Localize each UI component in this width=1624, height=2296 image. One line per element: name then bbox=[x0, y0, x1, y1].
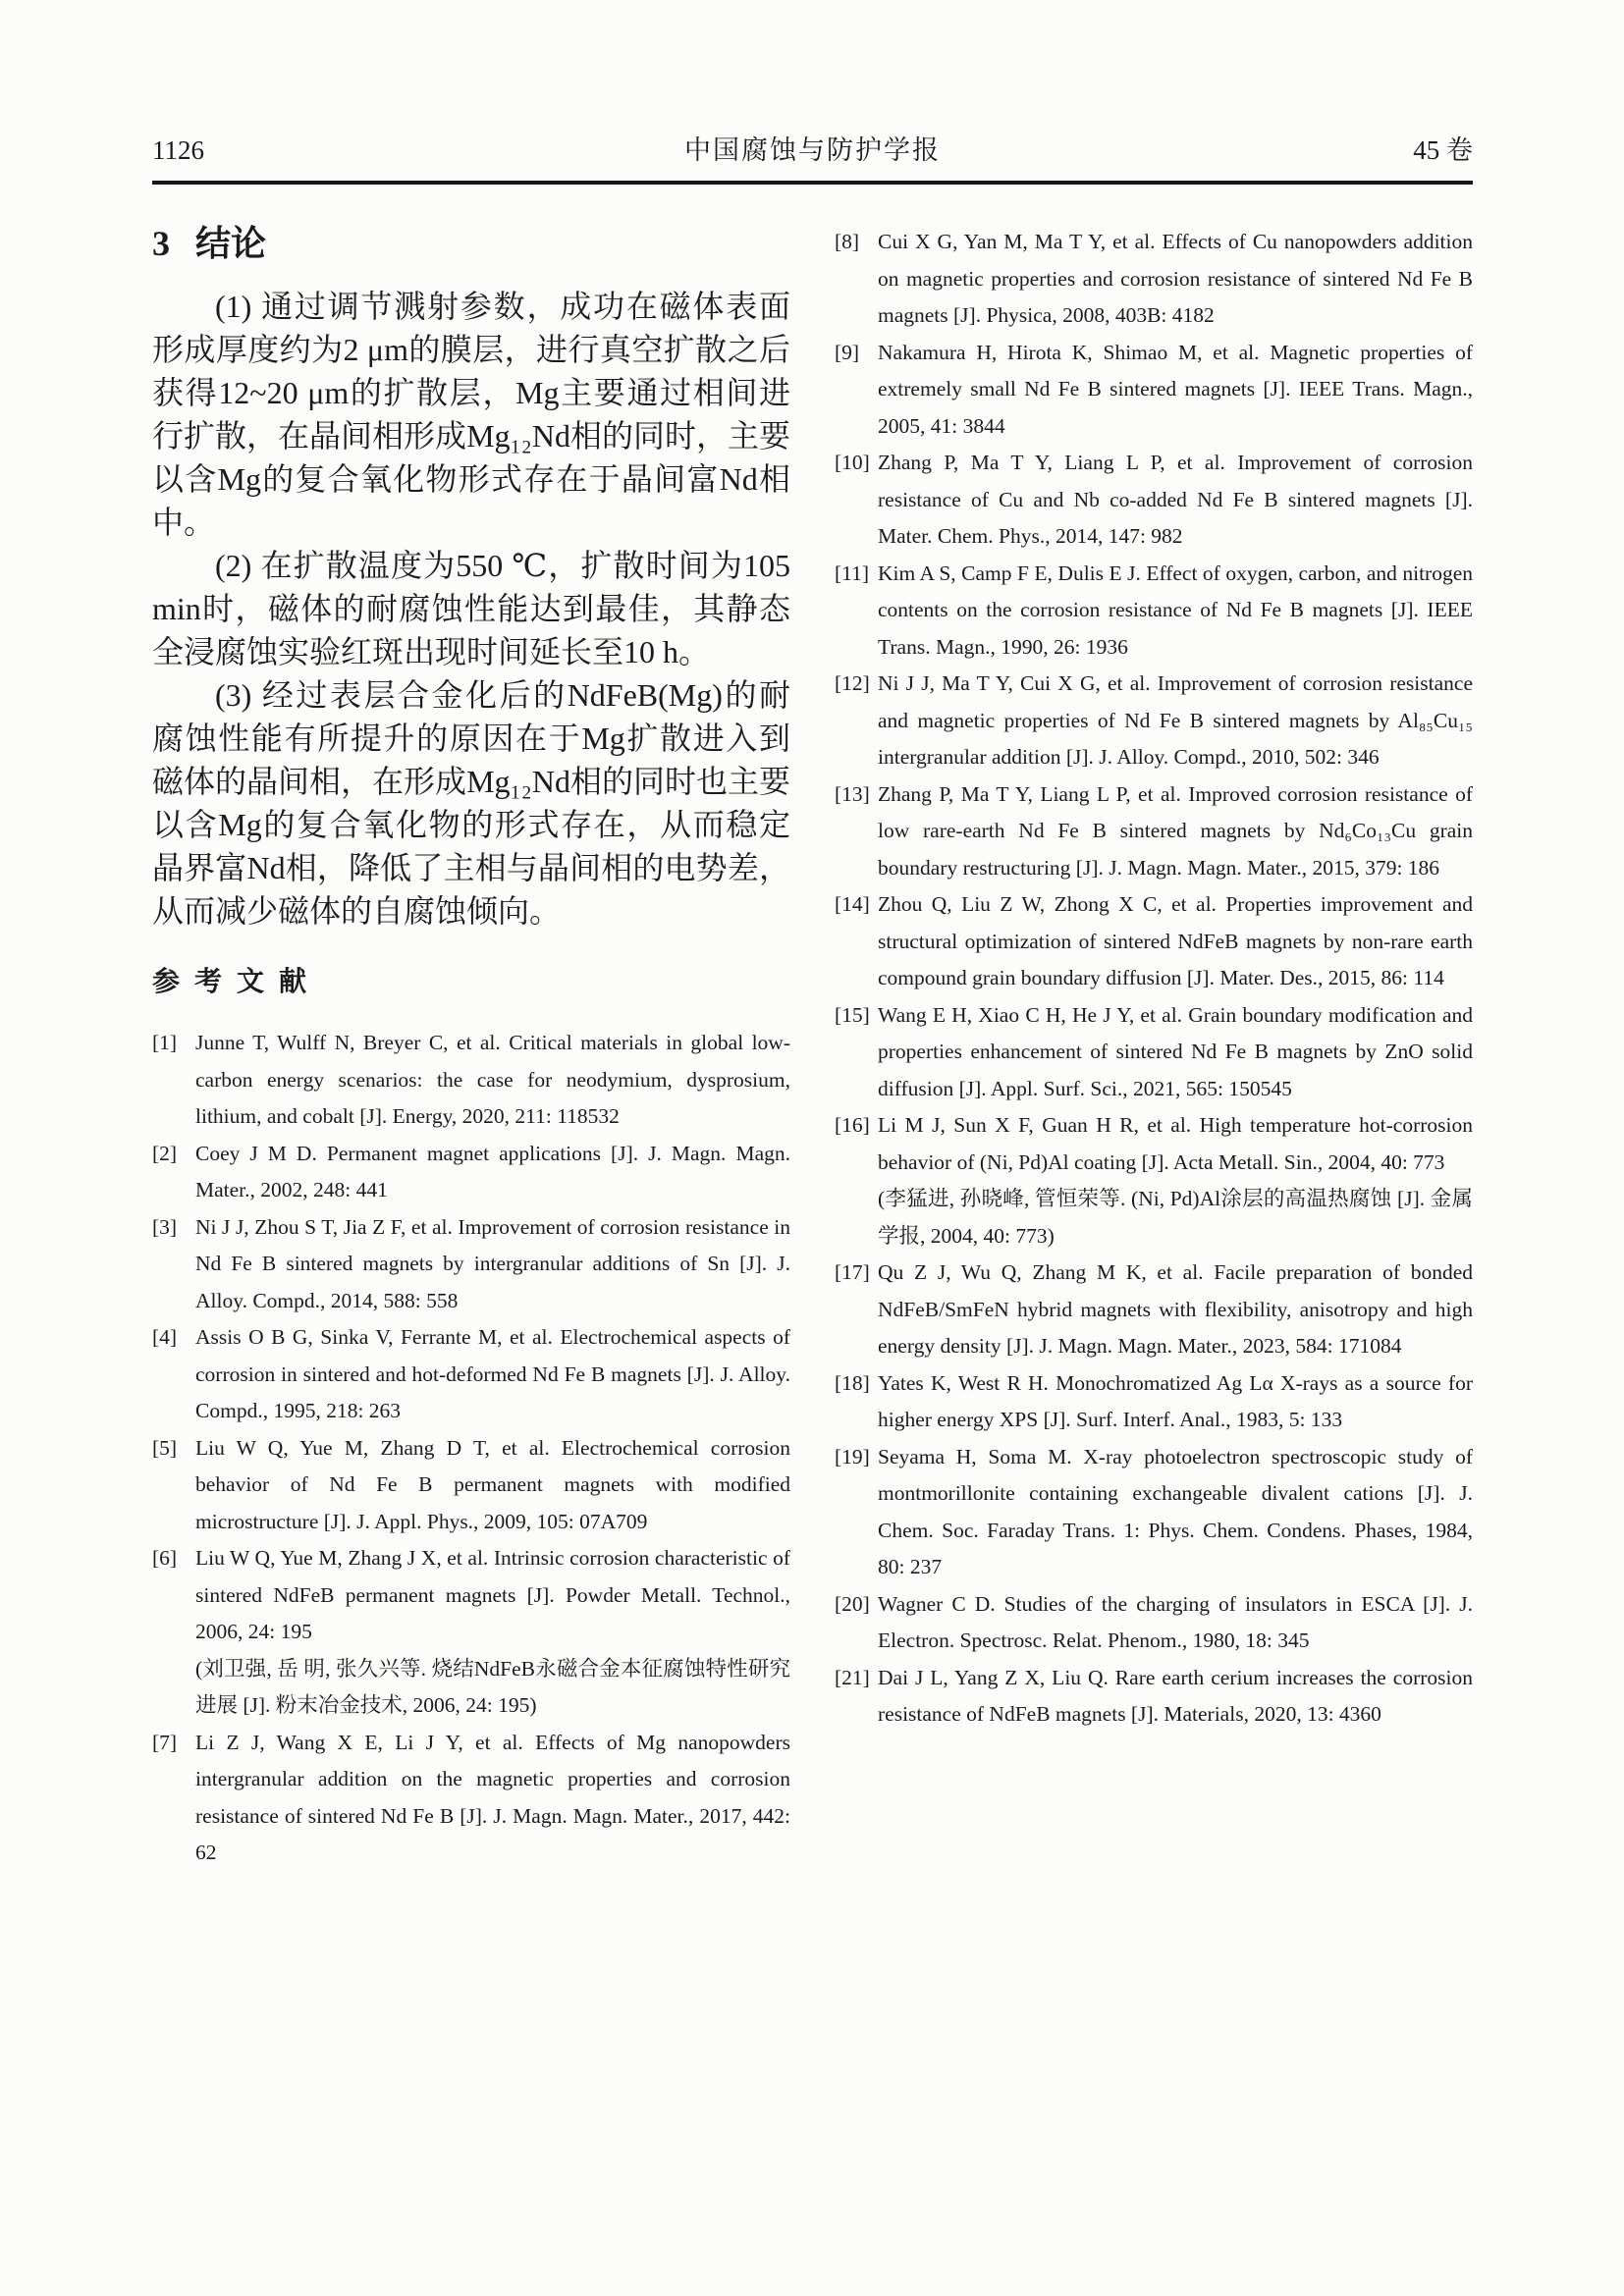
reference-item bbox=[835, 776, 1473, 887]
reference-number: [19] bbox=[835, 1444, 870, 1468]
reference-number: [4] bbox=[152, 1325, 178, 1349]
header-rule bbox=[152, 181, 1473, 185]
reference-item bbox=[835, 666, 1473, 776]
reference-item bbox=[835, 1255, 1473, 1365]
reference-number: [2] bbox=[152, 1141, 178, 1165]
reference-text: Wagner C D. Studies of the charging of insulators in ESCA [J]. J. Electron. Spectrosc. Relat. Phenom., 1980, 18: 345 bbox=[878, 1591, 1473, 1652]
reference-item bbox=[835, 224, 1473, 335]
conclusion-paragraph: (2) 在扩散温度为550 ℃，扩散时间为105 min时，磁体的耐腐蚀性能达到最佳，其静态全浸腐蚀实验红斑出现时间延长至10 h。 bbox=[152, 548, 790, 669]
reference-item bbox=[152, 1540, 790, 1725]
reference-item bbox=[152, 1319, 790, 1430]
references-column-right bbox=[835, 224, 1473, 1734]
reference-number: [6] bbox=[152, 1546, 178, 1570]
reference-text: Zhou Q, Liu Z W, Zhong X C, et al. Properties improvement and structural optimization of sintered NdFeB magnets by non-rare earth compound grain boundary diffusion [J]. Mater. Des., 2015, 86: 114 bbox=[878, 892, 1473, 989]
reference-item bbox=[835, 1586, 1473, 1660]
reference-number: [12] bbox=[835, 671, 870, 695]
reference-text: Cui X G, Yan M, Ma T Y, et al. Effects of Cu nanopowders addition on magnetic properties and corrosion resistance of sintered Nd Fe B magnets [J]. Physica, 2008, 403B: 4182 bbox=[878, 230, 1473, 327]
reference-item bbox=[835, 1660, 1473, 1734]
conclusion-paragraph: (1) 通过调节溅射参数，成功在磁体表面形成厚度约为2 μm的膜层，进行真空扩散之后获得12~20 μm的扩散层，Mg主要通过相间进行扩散，在晶间相形成Mg₁₂Nd相的同时，主要以含Mg的复合氧化物形式存在于晶间富Nd相中。 bbox=[152, 289, 790, 540]
reference-item bbox=[152, 1209, 790, 1320]
reference-number: [21] bbox=[835, 1665, 870, 1689]
reference-text: Ni J J, Ma T Y, Cui X G, et al. Improvement of corrosion resistance and magnetic properties of Nd Fe B sintered magnets by Al₈₅Cu₁₅ intergranular addition [J]. J. Alloy. Compd., 2010, 502: 346 bbox=[878, 671, 1473, 769]
reference-chinese-translation: (刘卫强, 岳 明, 张久兴等. 烧结NdFeB永磁合金本征腐蚀特性研究进展 [J]. 粉末冶金技术, 2006, 24: 195) bbox=[195, 1656, 790, 1717]
reference-item bbox=[835, 335, 1473, 446]
reference-chinese-translation: (李猛进, 孙晓峰, 管恒荣等. (Ni, Pd)Al涂层的高温热腐蚀 [J]. 金属学报, 2004, 40: 773) bbox=[878, 1187, 1473, 1248]
reference-text: Coey J M D. Permanent magnet applications [J]. J. Magn. Magn. Mater., 2002, 248: 441 bbox=[195, 1141, 790, 1201]
reference-text: Li Z J, Wang X E, Li J Y, et al. Effects of Mg nanopowders intergranular addition on the magnetic properties and corrosion resistance of sintered Nd Fe B [J]. J. Magn. Magn. Mater., 2017, 442: 62 bbox=[195, 1730, 790, 1864]
reference-item bbox=[152, 1725, 790, 1872]
reference-text: Zhang P, Ma T Y, Liang L P, et al. Improvement of corrosion resistance of Cu and Nb co-added Nd Fe B sintered magnets [J]. Mater. Chem. Phys., 2014, 147: 982 bbox=[878, 451, 1473, 548]
conclusion-heading bbox=[152, 224, 790, 263]
reference-text: Ni J J, Zhou S T, Jia Z F, et al. Improvement of corrosion resistance in Nd Fe B sintered magnets by intergranular additions of Sn [J]. J. Alloy. Compd., 2014, 588: 558 bbox=[195, 1214, 790, 1312]
reference-text: Assis O B G, Sinka V, Ferrante M, et al. Electrochemical aspects of corrosion in sintered and hot-deformed Nd Fe B magnets [J]. J. Alloy. Compd., 1995, 218: 263 bbox=[195, 1325, 790, 1422]
reference-text: Wang E H, Xiao C H, He J Y, et al. Grain boundary modification and properties enhancement of sintered Nd Fe B magnets by ZnO solid diffusion [J]. Appl. Surf. Sci., 2021, 565: 150545 bbox=[878, 1002, 1473, 1100]
reference-item bbox=[152, 1025, 790, 1136]
references-column-left bbox=[152, 1025, 790, 1872]
reference-item bbox=[152, 1430, 790, 1541]
reference-text: Qu Z J, Wu Q, Zhang M K, et al. Facile preparation of bonded NdFeB/SmFeN hybrid magnets with flexibility, anisotropy and high energy density [J]. J. Magn. Magn. Mater., 2023, 584: 171084 bbox=[878, 1260, 1473, 1358]
reference-text: Yates K, West R H. Monochromatized Ag Lα X-rays as a source for higher energy XPS [J]. Surf. Interf. Anal., 1983, 5: 133 bbox=[878, 1370, 1473, 1431]
reference-text: Dai J L, Yang Z X, Liu Q. Rare earth cerium increases the corrosion resistance of NdFeB magnets [J]. Materials, 2020, 13: 4360 bbox=[878, 1665, 1473, 1726]
conclusion-paragraph: (3) 经过表层合金化后的NdFeB(Mg)的耐腐蚀性能有所提升的原因在于Mg扩散进入到磁体的晶间相，在形成Mg₁₂Nd相的同时也主要以含Mg的复合氧化物的形式存在，从而稳定晶界富Nd相，降低了主相与晶间相的电势差，从而减少磁体的自腐蚀倾向。 bbox=[152, 677, 790, 929]
section-number: 3 bbox=[152, 224, 170, 263]
reference-number: [16] bbox=[835, 1113, 870, 1137]
reference-number: [8] bbox=[835, 230, 860, 253]
reference-item bbox=[835, 1365, 1473, 1439]
reference-item bbox=[835, 997, 1473, 1108]
reference-number: [11] bbox=[835, 561, 870, 585]
reference-number: [3] bbox=[152, 1214, 178, 1239]
reference-text: Seyama H, Soma M. X-ray photoelectron spectroscopic study of montmorillonite containing exchangeable divalent cations [J]. J. Chem. Soc. Faraday Trans. 1: Phys. Chem. Condens. Phases, 1984, 80: 237 bbox=[878, 1444, 1473, 1578]
reference-item bbox=[835, 1107, 1473, 1255]
running-head bbox=[152, 132, 1473, 169]
right-column bbox=[835, 224, 1473, 1734]
reference-item bbox=[835, 1439, 1473, 1586]
reference-item bbox=[835, 445, 1473, 556]
reference-text: Junne T, Wulff N, Breyer C, et al. Critical materials in global low-carbon energy scenarios: the case for neodymium, dysprosium, lithium, and cobalt [J]. Energy, 2020, 211: 118532 bbox=[195, 1031, 790, 1128]
conclusion-paragraphs bbox=[152, 285, 790, 933]
reference-number: [14] bbox=[835, 892, 870, 916]
reference-number: [5] bbox=[152, 1435, 178, 1460]
reference-text: Nakamura H, Hirota K, Shimao M, et al. Magnetic properties of extremely small Nd Fe B sintered magnets [J]. IEEE Trans. Magn., 2005, 41: 3844 bbox=[878, 340, 1473, 438]
reference-number: [7] bbox=[152, 1730, 178, 1754]
reference-number: [13] bbox=[835, 781, 870, 806]
reference-item bbox=[835, 556, 1473, 667]
reference-text: Zhang P, Ma T Y, Liang L P, et al. Improved corrosion resistance of low rare-earth Nd Fe B sintered magnets by Nd₆Co₁₃Cu grain boundary restructuring [J]. J. Magn. Magn. Mater., 2015, 379: 186 bbox=[878, 781, 1473, 880]
page-number: 1126 bbox=[152, 135, 204, 165]
reference-item bbox=[835, 886, 1473, 997]
volume-label: 45 卷 bbox=[1413, 135, 1473, 165]
reference-number: [1] bbox=[152, 1031, 178, 1054]
journal-title: 中国腐蚀与防护学报 bbox=[684, 135, 941, 165]
section-title: 结论 bbox=[195, 224, 267, 263]
reference-text: Liu W Q, Yue M, Zhang J X, et al. Intrinsic corrosion characteristic of sintered NdFeB permanent magnets [J]. Powder Metall. Technol., 2006, 24: 195 bbox=[195, 1546, 790, 1643]
reference-number: [18] bbox=[835, 1370, 870, 1395]
reference-number: [20] bbox=[835, 1591, 870, 1616]
reference-item bbox=[152, 1136, 790, 1209]
reference-text: Liu W Q, Yue M, Zhang D T, et al. Electrochemical corrosion behavior of Nd Fe B permanent magnets with modified microstructure [J]. J. Appl. Phys., 2009, 105: 07A709 bbox=[195, 1435, 790, 1533]
reference-text: Li M J, Sun X F, Guan H R, et al. High temperature hot-corrosion behavior of (Ni, Pd)Al coating [J]. Acta Metall. Sin., 2004, 40: 773 bbox=[878, 1113, 1473, 1174]
reference-number: [15] bbox=[835, 1002, 870, 1027]
reference-number: [9] bbox=[835, 340, 860, 364]
references-heading: 参 考 文 献 bbox=[152, 967, 311, 997]
reference-text: Kim A S, Camp F E, Dulis E J. Effect of oxygen, carbon, and nitrogen contents on the corrosion resistance of Nd Fe B magnets [J]. IEEE Trans. Magn., 1990, 26: 1936 bbox=[878, 561, 1473, 659]
two-column-body bbox=[152, 224, 1473, 1872]
reference-number: [10] bbox=[835, 451, 870, 474]
left-column bbox=[152, 224, 790, 1872]
reference-number: [17] bbox=[835, 1260, 870, 1284]
